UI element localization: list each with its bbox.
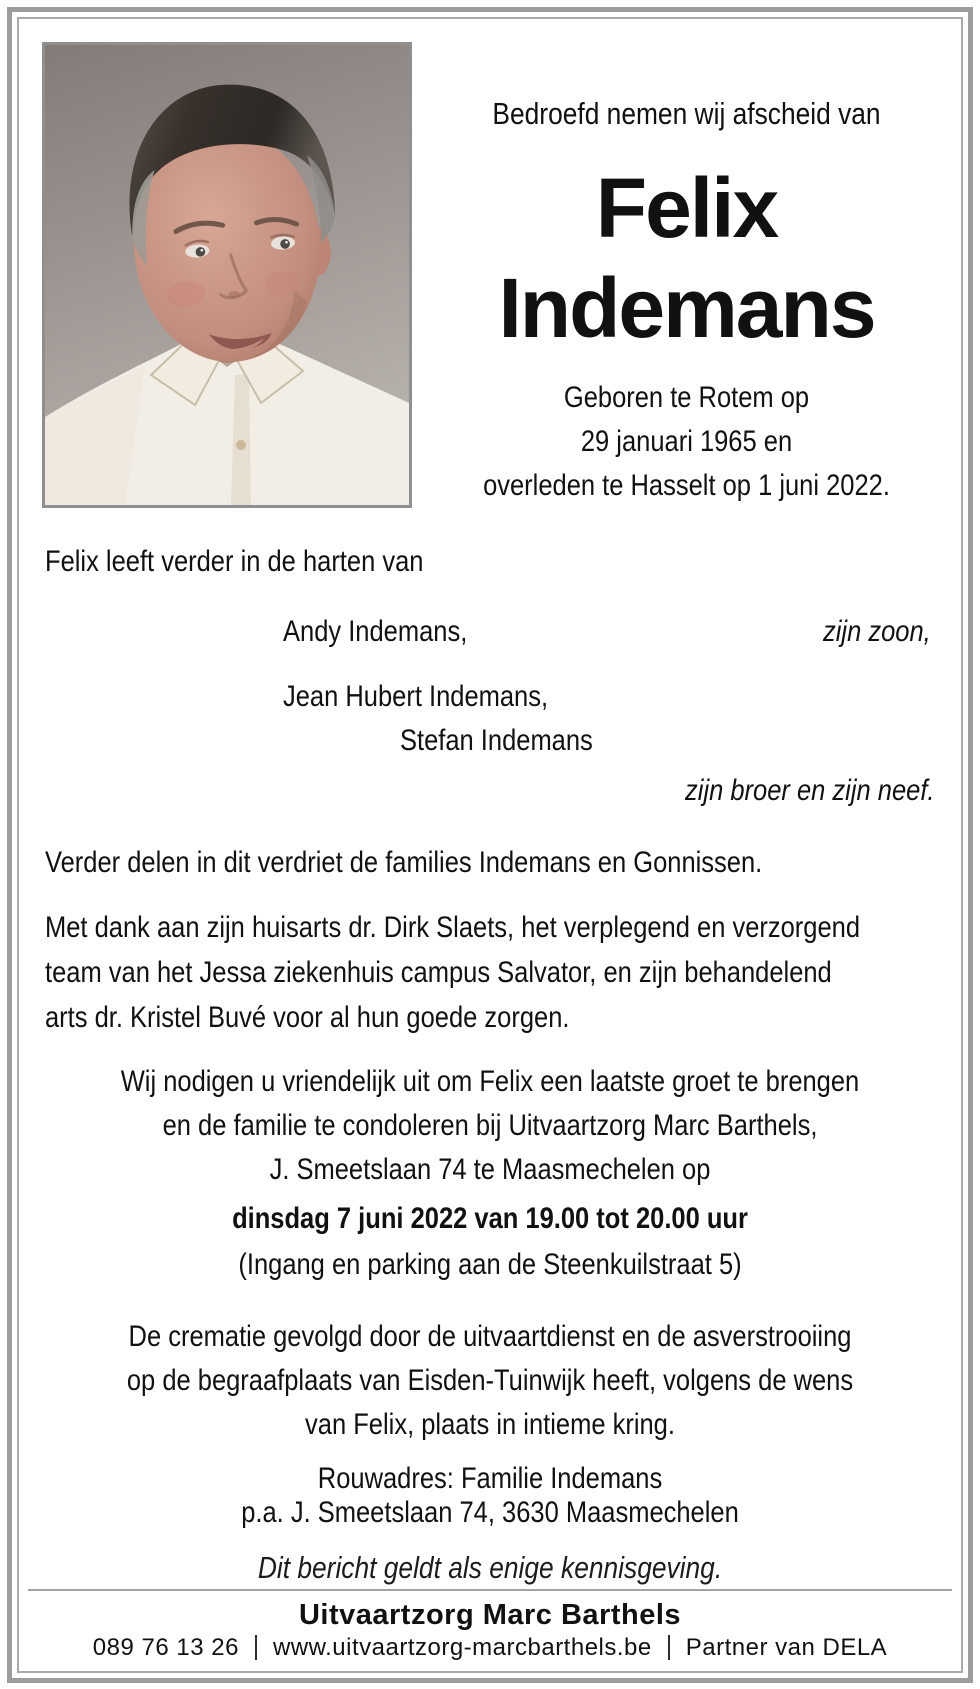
funeral-home-contact xyxy=(19,1633,961,1663)
relation-line xyxy=(19,769,961,813)
birth-line: Geboren te Rotem op xyxy=(563,381,810,414)
cremation-line: op de begraafplaats van Eisden-Tuinwijk heeft, volgens de wens xyxy=(126,1364,854,1397)
thanks-line: team van het Jessa ziekenhuis campus Salvator, en zijn behandelend xyxy=(45,956,832,989)
families-line: Verder delen in dit verdriet de families Indemans en Gonnissen. xyxy=(45,846,763,879)
relative-row-son xyxy=(19,610,961,654)
thanks-line: Met dank aan zijn huisarts dr. Dirk Slaets, het verplegend en verzorgend xyxy=(45,911,861,944)
invitation-line: en de familie te condoleren bij Uitvaartzorg Marc Barthels, xyxy=(162,1109,818,1142)
mourning-address-line: Rouwadres: Familie Indemans xyxy=(317,1462,663,1495)
cremation-line: De crematie gevolgd door de uitvaartdienst en de asverstrooiing xyxy=(128,1320,852,1353)
cremation-line: van Felix, plaats in intieme kring. xyxy=(305,1408,675,1441)
cremation-paragraph xyxy=(90,1315,891,1447)
relatives-block xyxy=(19,610,961,813)
footer-separator xyxy=(255,1635,257,1660)
thanks-paragraph xyxy=(45,905,861,1040)
deceased-name xyxy=(412,158,961,358)
birth-date-line: 29 januari 1965 en xyxy=(580,425,793,458)
header-text-column xyxy=(412,42,961,508)
sole-notice-line: Dit bericht geldt als enige kennisgeving. xyxy=(257,1550,723,1585)
relative-name: Jean Hubert Indemans, xyxy=(283,680,549,713)
relative-name: Stefan Indemans xyxy=(400,724,593,757)
announcement-intro: Bedroefd nemen wij afscheid van xyxy=(492,96,881,131)
funeral-home-name: Uitvaartzorg Marc Barthels xyxy=(298,1599,682,1631)
birth-death-lines xyxy=(412,376,961,508)
portrait-illustration xyxy=(45,45,409,505)
entrance-note: (Ingang en parking aan de Steenkuilstraat 5) xyxy=(238,1248,742,1281)
deceased-last-name: Indemans xyxy=(498,261,875,355)
footer-separator xyxy=(668,1635,670,1660)
card-content xyxy=(19,19,961,1671)
deceased-first-name: Felix xyxy=(595,161,778,255)
mourning-address-line: p.a. J. Smeetslaan 74, 3630 Maasmechelen xyxy=(241,1496,739,1529)
header-section xyxy=(19,19,961,508)
visitation-time-line: dinsdag 7 juni 2022 van 19.00 tot 20.00 uur xyxy=(232,1202,748,1235)
portrait-photo xyxy=(42,42,412,508)
invitation-line: Wij nodigen u vriendelijk uit om Felix een laatste groet te brengen xyxy=(120,1065,860,1098)
thanks-line: arts dr. Kristel Buvé voor al hun goede zorgen. xyxy=(45,1001,570,1034)
invitation-paragraph xyxy=(90,1060,891,1192)
relation-text: zijn broer en zijn neef. xyxy=(684,774,934,807)
invitation-line: J. Smeetslaan 74 te Maasmechelen op xyxy=(269,1153,711,1186)
phone-number: 089 76 13 26 xyxy=(92,1634,239,1661)
footer-divider-rule xyxy=(28,1589,952,1591)
website: www.uitvaartzorg-marcbarthels.be xyxy=(272,1634,652,1661)
mourning-address-block xyxy=(90,1462,891,1530)
lives-on-line: Felix leeft verder in de harten van xyxy=(45,545,424,578)
death-line: overleden te Hasselt op 1 juni 2022. xyxy=(483,469,890,502)
relative-relation: zijn zoon, xyxy=(823,615,931,648)
partner-text: Partner van DELA xyxy=(685,1634,888,1661)
relative-name: Andy Indemans, xyxy=(283,615,468,648)
